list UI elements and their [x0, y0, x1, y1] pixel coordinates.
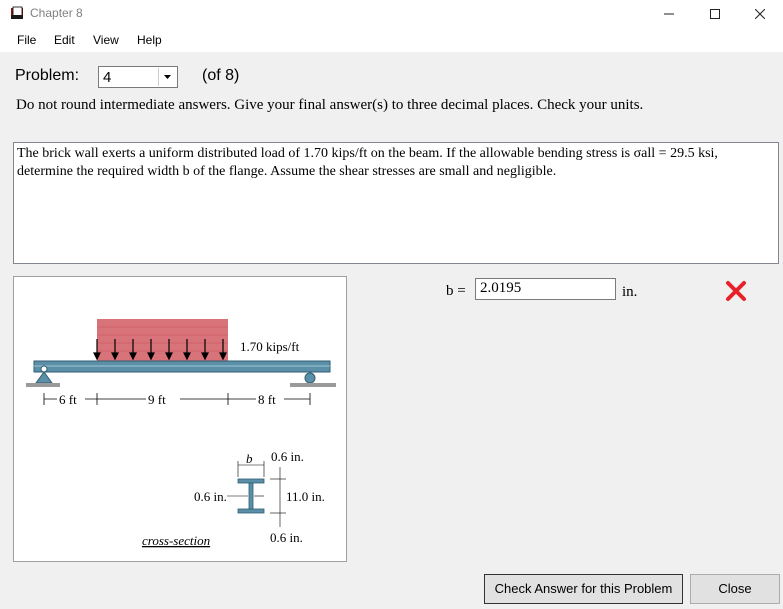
window-title: Chapter 8	[30, 6, 83, 20]
close-window-button[interactable]	[737, 0, 783, 28]
pin-support	[36, 372, 52, 383]
dropdown-button[interactable]	[158, 68, 176, 86]
check-answer-button[interactable]: Check Answer for this Problem	[484, 574, 683, 604]
dim-right-label: 8 ft	[258, 392, 276, 407]
cross-section-caption: cross-section	[142, 533, 211, 548]
roller-support	[305, 373, 315, 383]
problem-select-value: 4	[103, 69, 112, 86]
top-flange-label: 0.6 in.	[271, 449, 304, 464]
menu-bar	[0, 28, 783, 52]
height-label: 11.0 in.	[286, 489, 325, 504]
chevron-down-icon	[159, 68, 176, 86]
problem-select[interactable]	[98, 66, 178, 88]
menu-file[interactable]: File	[17, 33, 37, 47]
bottom-flange-label: 0.6 in.	[270, 530, 303, 545]
problem-statement-line-1: The brick wall exerts a uniform distributed load of 1.70 kips/ft on the beam. If the allowable bending stress is σall = 29.5 ksi,	[17, 146, 718, 161]
close-icon	[755, 9, 765, 19]
web-thickness-label: 0.6 in.	[194, 489, 227, 504]
answer-label: b =	[446, 283, 466, 299]
problem-count: (of 8)	[202, 67, 240, 84]
answer-unit: in.	[622, 284, 638, 300]
answer-input[interactable]: 2.0195	[475, 278, 616, 300]
menu-view[interactable]: View	[93, 33, 119, 47]
problem-statement	[13, 142, 779, 264]
load-label: 1.70 kips/ft	[240, 339, 300, 354]
b-label: b	[246, 451, 253, 466]
problem-statement-line-2: determine the required width b of the flange. Assume the shear stresses are small and negligible.	[17, 164, 557, 179]
instructions-text: Do not round intermediate answers. Give your final answer(s) to three decimal places. Check your units.	[16, 97, 644, 113]
problem-figure	[13, 276, 347, 562]
app-book-icon	[10, 6, 24, 20]
problem-label: Problem:	[15, 67, 80, 84]
dim-left-label: 6 ft	[59, 392, 77, 407]
menu-edit[interactable]: Edit	[54, 33, 75, 47]
minimize-icon	[664, 9, 674, 19]
close-button[interactable]: Close	[690, 574, 780, 604]
menu-help[interactable]: Help	[137, 33, 162, 47]
incorrect-x-icon	[725, 280, 747, 302]
dim-mid-label: 9 ft	[148, 392, 166, 407]
maximize-icon	[710, 9, 720, 19]
minimize-button[interactable]	[646, 0, 692, 28]
beam-diagram	[14, 277, 346, 561]
maximize-button[interactable]	[692, 0, 738, 28]
title-bar	[0, 0, 783, 28]
